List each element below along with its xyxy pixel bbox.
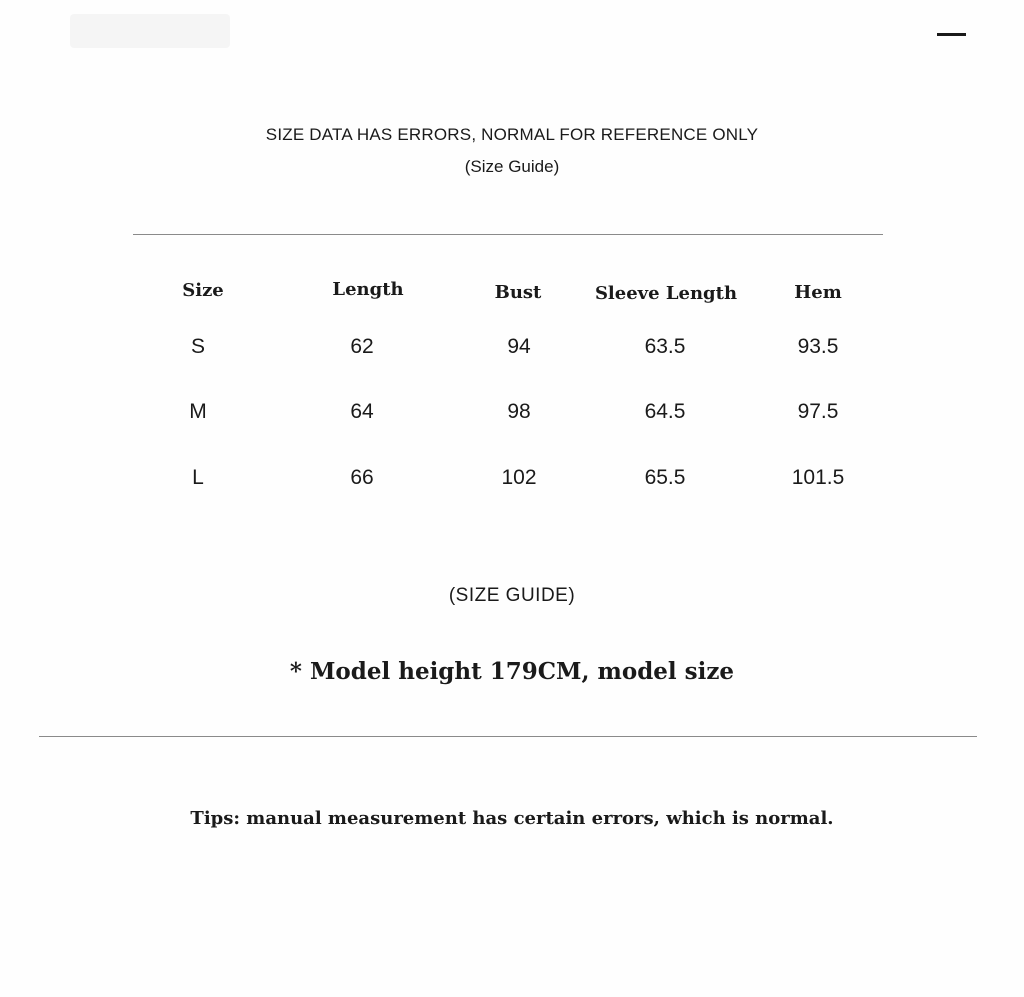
table-cell-size: S (190, 335, 205, 358)
column-header-length: Length (332, 279, 404, 300)
top-divider (133, 234, 883, 235)
size-guide-caption: (SIZE GUIDE) (448, 585, 576, 606)
minus-icon[interactable] (937, 33, 966, 36)
column-header-sleeve-length: Sleeve Length (594, 283, 738, 304)
column-header-size: Size (182, 280, 224, 301)
measurement-tips: Tips: manual measurement has certain errors, which is normal. (190, 808, 834, 829)
blurred-logo (70, 14, 230, 48)
disclaimer-text: SIZE DATA HAS ERRORS, NORMAL FOR REFERENCE ONLY (265, 125, 759, 144)
table-cell-hem: 101.5 (791, 466, 845, 489)
table-cell-sleeve-length: 63.5 (644, 335, 686, 358)
table-cell-sleeve-length: 65.5 (644, 466, 686, 489)
size-guide-subtitle: (Size Guide) (464, 157, 560, 176)
table-cell-hem: 93.5 (797, 335, 839, 358)
column-header-bust: Bust (494, 282, 542, 303)
table-cell-bust: 102 (501, 466, 537, 489)
table-cell-size: M (189, 400, 207, 423)
table-cell-length: 66 (350, 466, 374, 489)
table-cell-sleeve-length: 64.5 (644, 400, 686, 423)
table-cell-length: 62 (350, 335, 374, 358)
column-header-hem: Hem (794, 282, 842, 303)
table-cell-bust: 98 (507, 400, 531, 423)
table-cell-length: 64 (350, 400, 374, 423)
table-cell-bust: 94 (507, 335, 531, 358)
model-height-note: * Model height 179CM, model size (289, 658, 735, 685)
table-cell-hem: 97.5 (797, 400, 839, 423)
bottom-divider (39, 736, 977, 737)
table-cell-size: L (192, 466, 204, 489)
